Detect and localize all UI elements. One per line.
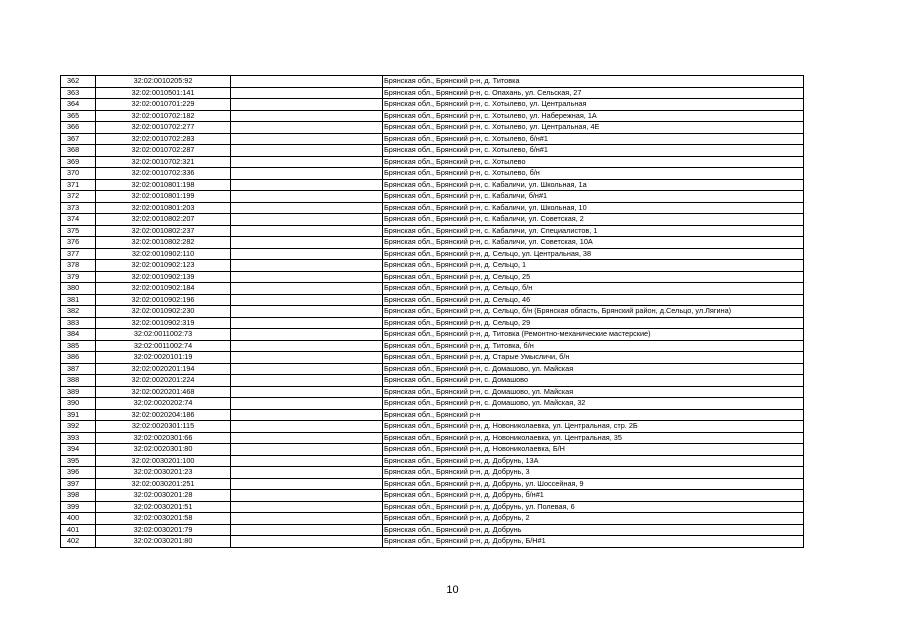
row-number: 388 [61,375,96,387]
cadastral-number: 32:02:0020301:66 [96,432,231,444]
cadastral-number: 32:02:0010702:277 [96,122,231,134]
table-row [61,237,804,249]
address-cell: Брянская обл., Брянский р-н, д. Добрунь, ул. Полевая, 6 [383,501,804,513]
table-row [61,133,804,145]
empty-cell [231,306,383,318]
cadastral-number: 32:02:0011002:74 [96,340,231,352]
row-number: 367 [61,133,96,145]
address-cell: Брянская обл., Брянский р-н, д. Сельцо, 1 [383,260,804,272]
table-row [61,156,804,168]
cadastral-number: 32:02:0010902:319 [96,317,231,329]
cadastral-number: 32:02:0030201:80 [96,536,231,548]
table-row [61,455,804,467]
row-number: 381 [61,294,96,306]
address-cell: Брянская обл., Брянский р-н, д. Новониколаевка, ул. Центральная, стр. 2Б [383,421,804,433]
table-row [61,409,804,421]
row-number: 362 [61,76,96,88]
row-number: 390 [61,398,96,410]
empty-cell [231,467,383,479]
address-cell: Брянская обл., Брянский р-н, с. Хотылево, ул. Центральная [383,99,804,111]
cadastral-number: 32:02:0011002:73 [96,329,231,341]
empty-cell [231,87,383,99]
table-row [61,536,804,548]
table-row [61,76,804,88]
row-number: 391 [61,409,96,421]
table-row [61,168,804,180]
address-cell: Брянская обл., Брянский р-н, д. Титовка [383,76,804,88]
address-cell: Брянская обл., Брянский р-н, с. Домашово [383,375,804,387]
row-number: 372 [61,191,96,203]
table-row [61,271,804,283]
empty-cell [231,133,383,145]
address-cell: Брянская обл., Брянский р-н, с. Кабаличи, ул. Школьная, 1а [383,179,804,191]
cadastral-number: 32:02:0010801:199 [96,191,231,203]
address-cell: Брянская обл., Брянский р-н, д. Добрунь, 13А [383,455,804,467]
empty-cell [231,409,383,421]
row-number: 397 [61,478,96,490]
table-row [61,179,804,191]
address-cell: Брянская обл., Брянский р-н, с. Домашово, ул. Майская [383,386,804,398]
cadastral-number: 32:02:0010902:230 [96,306,231,318]
empty-cell [231,248,383,260]
address-cell: Брянская обл., Брянский р-н, с. Опахань, ул. Сельская, 27 [383,87,804,99]
row-number: 400 [61,513,96,525]
row-number: 369 [61,156,96,168]
address-cell: Брянская обл., Брянский р-н, д. Добрунь, Б/Н#1 [383,536,804,548]
cadastral-number: 32:02:0020204:186 [96,409,231,421]
table-row [61,386,804,398]
row-number: 402 [61,536,96,548]
empty-cell [231,214,383,226]
row-number: 375 [61,225,96,237]
cadastral-number: 32:02:0010702:182 [96,110,231,122]
table-row [61,398,804,410]
address-cell: Брянская обл., Брянский р-н, с. Кабаличи, ул. Советская, 10А [383,237,804,249]
empty-cell [231,156,383,168]
address-cell: Брянская обл., Брянский р-н, д. Титовка, б/н [383,340,804,352]
row-number: 378 [61,260,96,272]
address-cell: Брянская обл., Брянский р-н, с. Хотылево, ул. Набережная, 1А [383,110,804,122]
empty-cell [231,398,383,410]
empty-cell [231,76,383,88]
row-number: 379 [61,271,96,283]
row-number: 370 [61,168,96,180]
table-row [61,340,804,352]
cadastral-number: 32:02:0020101:19 [96,352,231,364]
empty-cell [231,99,383,111]
cadastral-number: 32:02:0010702:321 [96,156,231,168]
table-row [61,248,804,260]
table-row [61,490,804,502]
table-row [61,363,804,375]
row-number: 363 [61,87,96,99]
cadastral-number: 32:02:0010802:282 [96,237,231,249]
cadastral-number: 32:02:0010701:229 [96,99,231,111]
cadastral-number: 32:02:0030201:28 [96,490,231,502]
table-row [61,99,804,111]
address-cell: Брянская обл., Брянский р-н, д. Добрунь [383,524,804,536]
address-cell: Брянская обл., Брянский р-н, д. Сельцо, б/н (Брянская область, Брянский район, д.Сельцо, ул.Лягина) [383,306,804,318]
cadastral-number: 32:02:0010902:110 [96,248,231,260]
cadastral-number: 32:02:0010902:123 [96,260,231,272]
address-cell: Брянская обл., Брянский р-н, д. Сельцо, б/н [383,283,804,295]
row-number: 371 [61,179,96,191]
cadastral-number: 32:02:0010902:184 [96,283,231,295]
empty-cell [231,237,383,249]
empty-cell [231,478,383,490]
row-number: 389 [61,386,96,398]
address-cell: Брянская обл., Брянский р-н, с. Кабаличи, ул. Школьная, 10 [383,202,804,214]
table-row [61,352,804,364]
empty-cell [231,225,383,237]
address-cell: Брянская обл., Брянский р-н, д. Добрунь, 2 [383,513,804,525]
row-number: 384 [61,329,96,341]
empty-cell [231,455,383,467]
address-cell: Брянская обл., Брянский р-н, д. Добрунь, б/н#1 [383,490,804,502]
cadastral-number: 32:02:0020202:74 [96,398,231,410]
row-number: 398 [61,490,96,502]
empty-cell [231,283,383,295]
address-cell: Брянская обл., Брянский р-н, с. Хотылево [383,156,804,168]
cadastral-number: 32:02:0020201:224 [96,375,231,387]
table-row [61,513,804,525]
empty-cell [231,352,383,364]
cadastral-number: 32:02:0030201:58 [96,513,231,525]
empty-cell [231,168,383,180]
table-row [61,122,804,134]
row-number: 394 [61,444,96,456]
cadastral-number: 32:02:0010702:336 [96,168,231,180]
empty-cell [231,340,383,352]
table-row [61,421,804,433]
address-cell: Брянская обл., Брянский р-н, д. Сельцо, 29 [383,317,804,329]
cadastral-number: 32:02:0030201:251 [96,478,231,490]
address-cell: Брянская обл., Брянский р-н, с. Кабаличи, ул. Специалистов, 1 [383,225,804,237]
cadastral-number: 32:02:0010702:287 [96,145,231,157]
table-row [61,329,804,341]
address-cell: Брянская обл., Брянский р-н, с. Домашово, ул. Майская [383,363,804,375]
empty-cell [231,490,383,502]
address-cell: Брянская обл., Брянский р-н, с. Хотылево, ул. Центральная, 4Е [383,122,804,134]
address-cell: Брянская обл., Брянский р-н, д. Сельцо, 46 [383,294,804,306]
cadastral-number: 32:02:0010702:283 [96,133,231,145]
row-number: 392 [61,421,96,433]
empty-cell [231,271,383,283]
row-number: 365 [61,110,96,122]
empty-cell [231,260,383,272]
empty-cell [231,501,383,513]
row-number: 385 [61,340,96,352]
cadastral-number: 32:02:0030201:23 [96,467,231,479]
empty-cell [231,524,383,536]
address-cell: Брянская обл., Брянский р-н, с. Кабаличи, ул. Советская, 2 [383,214,804,226]
row-number: 386 [61,352,96,364]
empty-cell [231,363,383,375]
page-number: 10 [446,584,459,596]
empty-cell [231,536,383,548]
cadastral-number: 32:02:0020201:194 [96,363,231,375]
empty-cell [231,122,383,134]
cadastral-number: 32:02:0010802:237 [96,225,231,237]
table-row [61,191,804,203]
cadastral-number: 32:02:0010902:196 [96,294,231,306]
table-row [61,87,804,99]
cadastral-number: 32:02:0010801:203 [96,202,231,214]
property-table-body [61,76,804,548]
row-number: 364 [61,99,96,111]
empty-cell [231,432,383,444]
address-cell: Брянская обл., Брянский р-н, с. Кабаличи, б/н#1 [383,191,804,203]
row-number: 373 [61,202,96,214]
address-cell: Брянская обл., Брянский р-н, д. Добрунь, 3 [383,467,804,479]
cadastral-number: 32:02:0020301:115 [96,421,231,433]
row-number: 376 [61,237,96,249]
row-number: 377 [61,248,96,260]
empty-cell [231,202,383,214]
empty-cell [231,444,383,456]
table-row [61,524,804,536]
address-cell: Брянская обл., Брянский р-н, д. Новониколаевка, Б/Н [383,444,804,456]
table-row [61,478,804,490]
row-number: 382 [61,306,96,318]
table-row [61,214,804,226]
table-row [61,225,804,237]
empty-cell [231,294,383,306]
table-row [61,317,804,329]
cadastral-number: 32:02:0010501:141 [96,87,231,99]
empty-cell [231,386,383,398]
cadastral-number: 32:02:0010801:198 [96,179,231,191]
address-cell: Брянская обл., Брянский р-н, д. Сельцо, ул. Центральная, 38 [383,248,804,260]
table-row [61,260,804,272]
table-row [61,375,804,387]
row-number: 396 [61,467,96,479]
address-cell: Брянская обл., Брянский р-н, с. Хотылево, б/н [383,168,804,180]
table-row [61,432,804,444]
empty-cell [231,179,383,191]
row-number: 374 [61,214,96,226]
address-cell: Брянская обл., Брянский р-н, с. Хотылево, б/н#1 [383,145,804,157]
table-row [61,294,804,306]
address-cell: Брянская обл., Брянский р-н, д. Новониколаевка, ул. Центральная, 35 [383,432,804,444]
table-row [61,467,804,479]
row-number: 399 [61,501,96,513]
row-number: 401 [61,524,96,536]
table-row [61,110,804,122]
row-number: 366 [61,122,96,134]
empty-cell [231,375,383,387]
cadastral-number: 32:02:0010902:139 [96,271,231,283]
address-cell: Брянская обл., Брянский р-н, с. Хотылево, б/н#1 [383,133,804,145]
empty-cell [231,317,383,329]
cadastral-number: 32:02:0030201:51 [96,501,231,513]
row-number: 393 [61,432,96,444]
empty-cell [231,110,383,122]
table-row [61,501,804,513]
row-number: 387 [61,363,96,375]
cadastral-number: 32:02:0030201:79 [96,524,231,536]
cadastral-number: 32:02:0010205:92 [96,76,231,88]
address-cell: Брянская обл., Брянский р-н, д. Добрунь, ул. Шоссейная, 9 [383,478,804,490]
property-table [60,75,804,548]
row-number: 368 [61,145,96,157]
empty-cell [231,513,383,525]
address-cell: Брянская обл., Брянский р-н, с. Домашово, ул. Майская, 32 [383,398,804,410]
table-row [61,283,804,295]
row-number: 383 [61,317,96,329]
address-cell: Брянская обл., Брянский р-н, д. Старые Умысличи, б/н [383,352,804,364]
empty-cell [231,191,383,203]
cadastral-number: 32:02:0020201:468 [96,386,231,398]
cadastral-number: 32:02:0030201:100 [96,455,231,467]
empty-cell [231,145,383,157]
empty-cell [231,329,383,341]
cadastral-number: 32:02:0020301:80 [96,444,231,456]
address-cell: Брянская обл., Брянский р-н, д. Титовка (Ремонтно-механические мастерские) [383,329,804,341]
table-row [61,306,804,318]
row-number: 395 [61,455,96,467]
table-row [61,202,804,214]
cadastral-number: 32:02:0010802:207 [96,214,231,226]
empty-cell [231,421,383,433]
address-cell: Брянская обл., Брянский р-н [383,409,804,421]
table-row [61,145,804,157]
row-number: 380 [61,283,96,295]
address-cell: Брянская обл., Брянский р-н, д. Сельцо, 25 [383,271,804,283]
table-row [61,444,804,456]
